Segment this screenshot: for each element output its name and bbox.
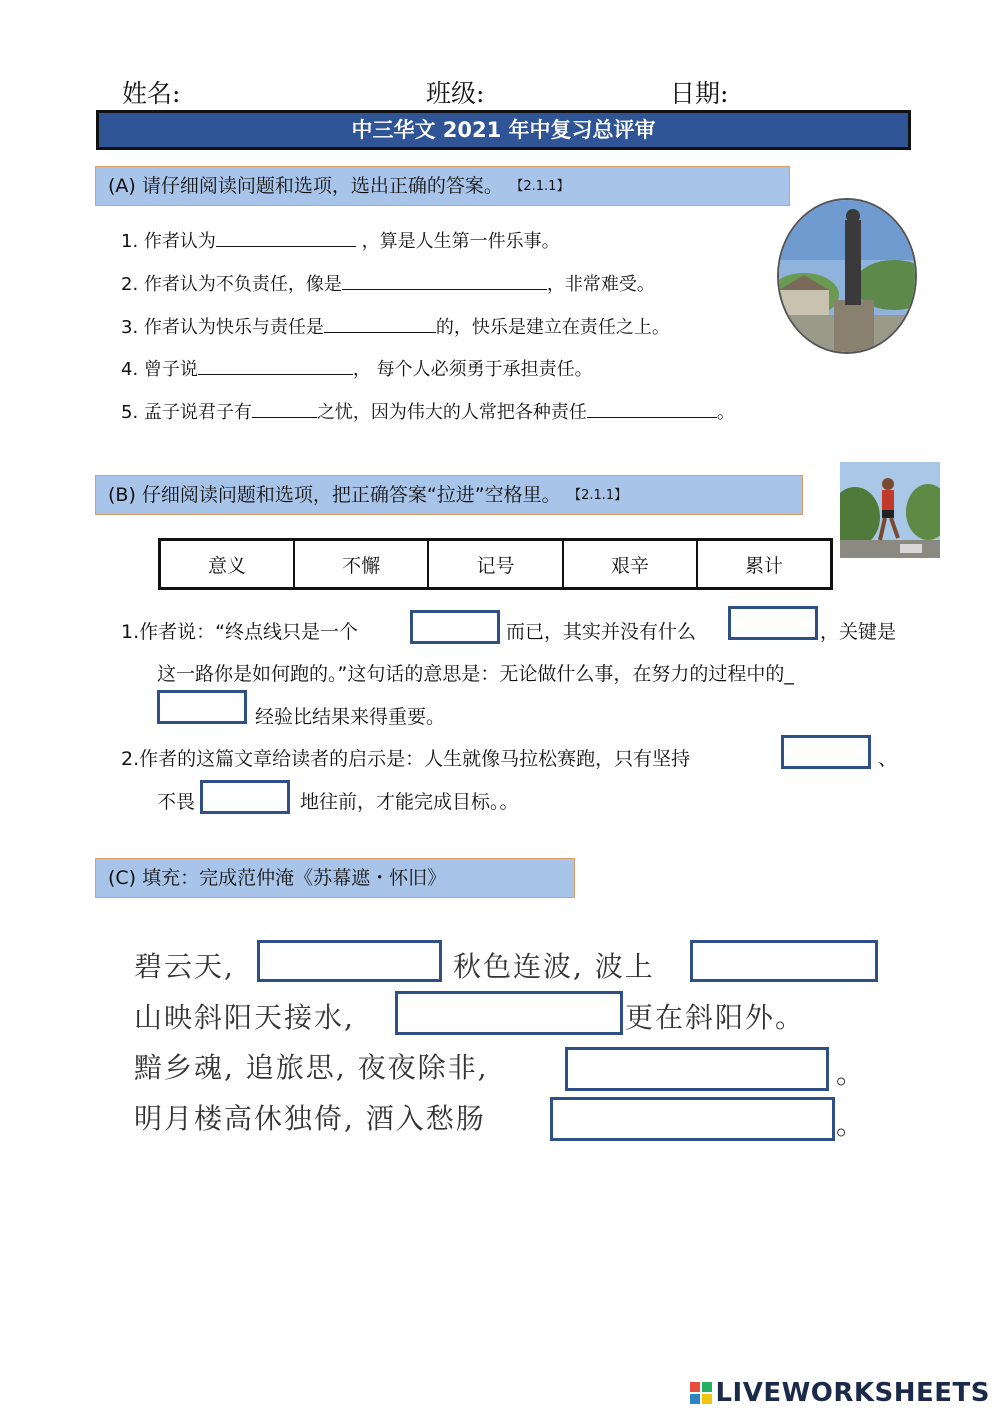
question-text: 作者认为快乐与责任是: [143, 317, 324, 338]
question-text: ，非常难受。: [546, 274, 655, 295]
question-text: ， 每个人必须勇于承担责任。: [352, 359, 593, 380]
poem-input-1[interactable]: [257, 940, 442, 982]
section-a-code: 【2.1.1】: [516, 178, 570, 194]
liveworksheets-logo: [690, 1378, 990, 1408]
drop-box-5[interactable]: [200, 780, 290, 814]
question-a1: [121, 227, 560, 253]
question-number: 1.: [121, 231, 139, 252]
poem-line1b: 秋色连波, 波上: [453, 950, 655, 983]
drop-box-1[interactable]: [410, 610, 500, 644]
runner-photo: [840, 462, 940, 558]
poem-input-3[interactable]: [395, 991, 623, 1035]
question-a2: [121, 270, 655, 296]
liveworksheets-logo-icon: [690, 1381, 712, 1403]
poem-line3a: 黯乡魂, 追旅思, 夜夜除非,: [134, 1051, 489, 1084]
question-text: 孟子说君子有: [143, 402, 252, 423]
poem-input-4[interactable]: [565, 1047, 829, 1091]
answer-blank[interactable]: [198, 356, 353, 375]
question-text: 。: [716, 402, 735, 423]
question-text: 的，快乐是建立在责任之上。: [435, 317, 670, 338]
section-a-heading-text: (A) 请仔细阅读问题和选项，选出正确的答案。: [108, 175, 503, 197]
word-option[interactable]: 艰辛: [563, 540, 697, 589]
question-number: 2.: [121, 274, 139, 295]
answer-blank[interactable]: [587, 399, 717, 418]
question-number: 3.: [121, 317, 139, 338]
question-b2-line1b: 、: [878, 748, 898, 770]
poem-line3b: 。: [836, 1057, 867, 1090]
section-b-heading-text: (B) 仔细阅读问题和选项，把正确答案“拉进”空格里。: [108, 484, 561, 506]
section-c-heading: (C) 填充：完成范仲淹《苏幕遮・怀旧》: [95, 858, 575, 898]
question-text: 作者认为不负责任，像是: [143, 274, 342, 295]
section-b-code: 【2.1.1】: [574, 487, 628, 503]
question-number: 5.: [121, 402, 139, 423]
worksheet-title: 中三华文 2021 年中复习总评审: [96, 110, 911, 150]
question-b2-line2a: 不畏: [157, 791, 196, 813]
question-b1-line1c: ，关键是: [820, 621, 897, 643]
question-b1-line1b: 而已，其实并没有什么: [506, 621, 697, 643]
section-b-heading: [95, 475, 803, 515]
statue-photo: [777, 198, 917, 354]
question-a4: [121, 355, 593, 381]
answer-blank[interactable]: [252, 399, 317, 418]
answer-blank[interactable]: [216, 228, 356, 247]
poem-line2b: 更在斜阳外。: [625, 1001, 806, 1034]
name-label: 姓名:: [122, 79, 181, 108]
question-text: 之忧，因为伟大的人常把各种责任: [316, 402, 587, 423]
question-a3: [121, 313, 670, 339]
poem-input-5[interactable]: [550, 1097, 835, 1141]
poem-input-2[interactable]: [690, 940, 878, 982]
class-label: 班级:: [426, 79, 485, 108]
section-a-heading: [95, 166, 790, 206]
drop-box-2[interactable]: [728, 606, 818, 640]
drop-box-3[interactable]: [157, 690, 247, 724]
poem-line1a: 碧云天,: [134, 950, 235, 983]
liveworksheets-logo-text: LIVEWORKSHEETS: [715, 1378, 990, 1408]
question-text: ，算是人生第一件乐事。: [361, 231, 560, 252]
poem-line4a: 明月楼高休独倚, 酒入愁肠: [134, 1102, 486, 1135]
question-number: 4.: [121, 359, 139, 380]
word-option[interactable]: 意义: [160, 540, 294, 589]
question-a5: [121, 398, 735, 424]
date-label: 日期:: [670, 79, 729, 108]
answer-blank[interactable]: [342, 271, 547, 290]
poem-line2a: 山映斜阳天接水,: [134, 1001, 355, 1034]
question-b1-line2: 这一路你是如何跑的。”这句话的意思是：无论做什么事，在努力的过程中的_: [157, 663, 794, 685]
question-b1-line1a: 1.作者说：“终点线只是一个: [121, 621, 358, 643]
word-option[interactable]: 不懈: [294, 540, 428, 589]
word-bank-table: [158, 538, 833, 590]
word-option[interactable]: 记号: [428, 540, 562, 589]
drop-box-4[interactable]: [781, 735, 871, 769]
question-b1-line3: 经验比结果来得重要。: [255, 706, 446, 728]
question-text: 曾子说: [143, 359, 198, 380]
question-text: 作者认为: [143, 231, 216, 252]
word-option[interactable]: 累计: [697, 540, 831, 589]
answer-blank[interactable]: [324, 314, 436, 333]
poem-line4b: 。: [836, 1108, 867, 1141]
question-b2-line2b: 地往前，才能完成目标。。: [300, 791, 519, 813]
question-b2-line1a: 2.作者的这篇文章给读者的启示是：人生就像马拉松赛跑，只有坚持: [121, 748, 691, 770]
